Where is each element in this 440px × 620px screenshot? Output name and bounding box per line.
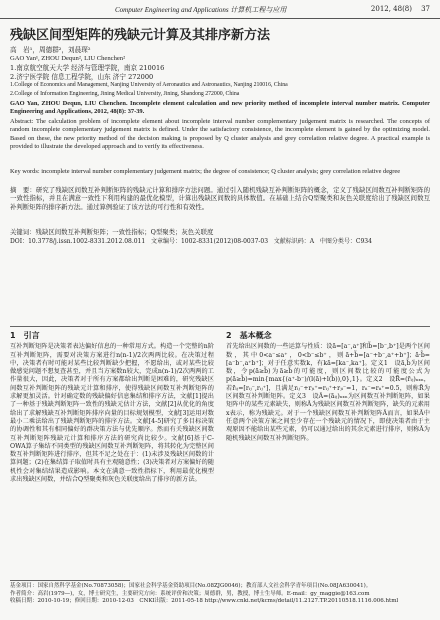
keywords-en: Key words: incomplete interval number complementary judgement matrix; the degree of consistence; Q cluster analysis; grey correlation relative degree (10, 168, 401, 175)
section-2-body: 首先给出区间数的一些运算与性质：设ã=[a⁻,a⁺]和b̃=[b⁻,b⁺]是两个区间数，其中0<a⁻≤a⁺，0<b⁻≤b⁺，则ã+b̃=[a⁻+b⁻,a⁺+b⁺]；ã·b̃=[a⁻b⁻,a⁺b⁺]；对于任意实数k，有kã=[ka⁻,ka⁺]。定义1 设ã,b̃为区间数，令p(ã≥b̃)为ã≥b̃的可能度，则区间数比较的可能度公式为p(ã≥b̃)=min{max{(a⁺-b⁻)/(l(ã)+l(b̃)),0},1}。定义2 设R̃=(r̃ᵢⱼ)ₙₓₙ，若r̃ᵢⱼ=[rᵢⱼ⁻,rᵢⱼ⁺]，且满足rᵢⱼ⁻+rⱼᵢ⁺=rᵢⱼ⁺+rⱼᵢ⁻=1，rᵢᵢ⁻=rᵢᵢ⁺=0.5，则称R̃为区间数互补判断矩阵。定义3 设Ã=(ãᵢⱼ)ₙₓₙ为区间数互补判断矩阵，如果矩阵中的某些元素缺失，则称Ã为残缺区间数互补判断矩阵，缺失的元素用x表示，称为残缺元。对于一个残缺区间数互补判断矩阵Ã而言，如果Ã中任意两个决策方案之间至少存在一个残缺元的情况下，即使决策者由于主观原因不能给出某些元素，仍可以通过给出的其余元素进行排序，则称Ã为随机残缺区间数互补判断矩阵。 (226, 343, 430, 442)
clc-number: 中图分类号：C934 (319, 238, 372, 245)
column-left (10, 332, 214, 484)
affiliation-en-1: 1.College of Economics and Management, Nanjing University of Aeronautics and Astronautics, Nanjing 210016, China (10, 82, 288, 88)
keywords-cn: 关键词：残缺区间数互补判断矩阵；一致性指标；Q型聚类；灰色关联度 (10, 228, 214, 236)
column-right (226, 332, 430, 443)
affiliation-en-2: 2.College of Information Engineering, Jining Medical University, Jining, Shandong 272000, China (10, 90, 240, 97)
footnote-author: 作者简介：高岩(1979—)，女，博士研究生，主要研究方向：系统评价和决策；周德群，男，教授，博士生导师。E-mail：gy_maggie@163.com (10, 590, 370, 597)
page-number: 37 (421, 5, 430, 13)
publication-codes (10, 238, 430, 246)
article-number: 文章编号：1002-8331(2012)08-0037-03 (150, 238, 269, 245)
authors-en: GAO Yan¹, ZHOU Dequn², LIU Chenchen² (10, 55, 126, 62)
issue-number: 2012, 48(8) (370, 5, 412, 13)
footnote-dates: 收稿日期：2010-10-19；修回日期：2010-12-03 CNKI出版：2011-05-18 http://www.cnki.net/kcms/detail/11.2127.TP.20110518.1116.006.html (10, 598, 399, 604)
footnotes (10, 583, 430, 606)
section-1-heading: 1 引言 (10, 331, 40, 340)
section-2-heading: 2 基本概念 (226, 331, 272, 340)
doi: DOI：10.3778/j.issn.1002-8331.2012.08.011 (10, 238, 146, 245)
footnote-fund: 基金项目：国家自然科学基金(No.70873058)；国家社会科学基金资助项目(No.08ZJG0046)；教育部人文社会科学青年项目(No.08JA630041)。 (10, 583, 372, 589)
section-1-body: 互补判断矩阵是决策者表达偏好信息的一种常用方式。构造一个完整的n阶互补判断矩阵，需要对决策方案进行n(n-1)/2次两两比较。在决策过程中，决策者有时可能对某些比较判断缺少把握，不愿给出，或对某些比较做感觉问题不想复查甚至，并且当方案数n较大，完成n(n-1)/2次两两的工作量很大，因此，决策者对于所有方案都给出判断是困难的，研究残缺区间数互补判断矩阵的残缺元计算和排序，使得残缺区间数互补判断矩阵的求解更加灵活。针对确定数的残缺偏好信息集结和排序方法，文献[1]提出了一种基于残缺判断矩阵一致性的残缺元估计方法，文献[2]从优化的角度给出了求解残缺互补判断矩阵排序向量的目标规划模型，文献[3]运用对数最小二乘法给出了残缺判断矩阵的排序方法。文献[4-5]研究了多目标决策的协调性和其有相同偏好的群决策方法与优先顺序。然而有关残缺区间数互补判断矩阵残缺元计算和排序方法的研究尚比较少。文献[6]基于C-OWA算子集结不同类型的残缺区间数互补判断矩阵，将其转化为完整区间数互补判断矩阵进行排序，但其不足之处在于：(1)未涉及残缺区间数的计算问题；(2)在集结算子取值时具有主观随意性；(3)决策者对方案偏好的随机性会对集结结果造成影响。本文在满意一致性指标下，利用最优化模型求出残缺区间数，并结合Q型聚类和灰色关联度给出了排序的新方法。 (10, 343, 214, 484)
affiliation-cn-2: 2.济宁医学院 信息工程学院，山东 济宁 272000 (10, 72, 154, 81)
running-header (0, 0, 440, 19)
abstract-cn: 摘 要：研究了残缺区间数互补判断矩阵的残缺元计算和排序方法问题。通过引入随机残缺互补判断矩阵的概念，定义了残缺区间数互补判断矩阵的一致性指标，并且在满意一致性下利用构建的最优化模型，计算出残缺区间数的具体数值。在基础上结合Q型聚类和灰色关联度给出了残缺区间数互补判断矩阵的排序新方法。通过算例验证了该方法的可行性和有效性。 (10, 186, 430, 211)
journal-name: Computer Engineering and Applications 计算机工程与应用 (115, 6, 287, 14)
footnote-rule (10, 580, 130, 581)
citation-en: GAO Yan, ZHOU Dequn, LIU Chenchen. Incomplete element calculation and new priority method of incomplete interval number matrix. Computer Engineering and Applications, 2012, 48(8): 37-39. (10, 100, 430, 116)
affiliation-cn-1: 1.南京航空航天大学 经济与管理学院，南京 210016 (10, 64, 165, 72)
paper-title: 残缺区间型矩阵的残缺元计算及其排序新方法 (10, 28, 271, 43)
authors-cn: 高 岩¹，周德群²，刘晨琛² (10, 46, 91, 54)
abstract-en: Abstract: The calculation problem of incomplete element about incomplete interval number complementary judgement matrix is researched. The concepts of random incomplete complementary judgement matrix is defined. Under the satisfactory consistence, the incomplete element is gained by the optimizing model. Based on these, the new priority method of the decision making is proposed by Q cluster analysis and grey correlation relative degree. A practical example is provided to illustrate the developed approach and to verify its effectiveness. (10, 118, 430, 151)
document-code: 文献标识码：A (273, 238, 315, 245)
section-divider (10, 326, 430, 327)
